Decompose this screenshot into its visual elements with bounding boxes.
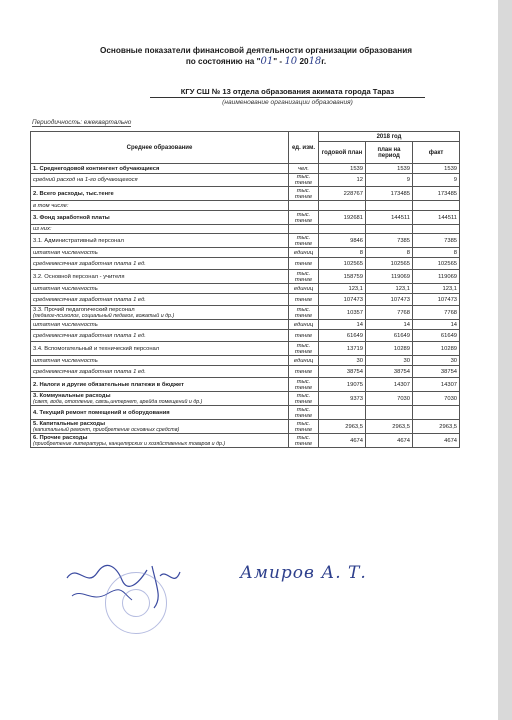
- date-year: 18: [308, 56, 322, 67]
- row-label-cell: [31, 306, 289, 320]
- row-unit: тыс. тенге: [289, 211, 319, 225]
- column-header-annual: годовой план: [319, 142, 366, 164]
- row-annual: 19075: [319, 378, 366, 392]
- report-date-line: [0, 57, 512, 67]
- scan-edge: [498, 0, 512, 720]
- row-unit: тенге: [289, 366, 319, 378]
- row-label: среднемесячная заработная плата 1 ед.: [33, 296, 146, 303]
- row-label: 4. Текущий ремонт помещений и оборудования: [33, 409, 170, 416]
- row-unit: тыс. тенге: [289, 406, 319, 420]
- row-fact: [413, 406, 460, 420]
- row-label-cell: [31, 201, 289, 211]
- row-unit: тыс. тенге: [289, 392, 319, 406]
- row-fact: 9: [413, 174, 460, 187]
- row-sublabel: (педагог-психолог, социальный педагог, вожатый и др.): [33, 312, 175, 319]
- row-fact: 14: [413, 320, 460, 330]
- row-label-cell: [31, 420, 289, 434]
- row-unit: тыс. тенге: [289, 434, 319, 448]
- row-period: [366, 406, 413, 420]
- row-annual: 30: [319, 356, 366, 366]
- row-annual: 9373: [319, 392, 366, 406]
- table-row: [31, 201, 460, 211]
- row-annual: 2963,5: [319, 420, 366, 434]
- row-annual: 61649: [319, 330, 366, 342]
- row-label-cell: [31, 406, 289, 420]
- row-fact: [413, 225, 460, 234]
- row-unit: чел.: [289, 164, 319, 174]
- row-label-cell: [31, 356, 289, 366]
- row-period: 119069: [366, 270, 413, 284]
- row-period: 1539: [366, 164, 413, 174]
- row-period: 7030: [366, 392, 413, 406]
- row-label: из них:: [33, 226, 52, 232]
- row-label: средний расход на 1-го обучающегося: [33, 177, 138, 183]
- row-annual: 192681: [319, 211, 366, 225]
- column-header-year: 2018 год: [319, 132, 460, 142]
- table-row: [31, 187, 460, 201]
- row-unit: тыс. тенге: [289, 342, 319, 356]
- row-sublabel: (капитальный ремонт, приобретение основных средств): [33, 426, 180, 433]
- row-unit: тыс. тенге: [289, 234, 319, 248]
- row-label: 3.1. Административный персонал: [33, 237, 124, 244]
- table-row: [31, 164, 460, 174]
- row-fact: 2963,5: [413, 420, 460, 434]
- table-row: [31, 434, 460, 448]
- row-label: 6. Прочие расходы: [33, 434, 88, 441]
- table-row: [31, 330, 460, 342]
- row-annual: 38754: [319, 366, 366, 378]
- row-label: штатная численность: [33, 249, 98, 256]
- row-label-cell: [31, 234, 289, 248]
- row-period: [366, 225, 413, 234]
- row-fact: 1539: [413, 164, 460, 174]
- row-annual: 123,1: [319, 284, 366, 294]
- row-fact: 7385: [413, 234, 460, 248]
- row-unit: [289, 225, 319, 234]
- row-annual: 107473: [319, 294, 366, 306]
- row-label-cell: [31, 392, 289, 406]
- row-unit: единиц: [289, 284, 319, 294]
- row-unit: тенге: [289, 330, 319, 342]
- row-label-cell: [31, 248, 289, 258]
- row-fact: 7768: [413, 306, 460, 320]
- row-annual: 1539: [319, 164, 366, 174]
- periodicity-label: Периодичность: ежеквартально: [32, 119, 132, 126]
- row-fact: 119069: [413, 270, 460, 284]
- row-sublabel: (приобретение литературы, канцелярских и хозяйственных товаров и др.): [33, 440, 226, 447]
- table-row: [31, 320, 460, 330]
- table-row: [31, 392, 460, 406]
- row-annual: 8: [319, 248, 366, 258]
- row-period: 8: [366, 248, 413, 258]
- row-period: 7768: [366, 306, 413, 320]
- row-unit: тыс. тенге: [289, 174, 319, 187]
- row-fact: 107473: [413, 294, 460, 306]
- row-annual: 10357: [319, 306, 366, 320]
- table-body: [31, 164, 460, 448]
- date-separator: " -: [273, 57, 283, 66]
- row-sublabel: (свет, вода, отопление, связь,интернет, арейда помещений и др.): [33, 398, 203, 405]
- row-unit: тыс. тенге: [289, 306, 319, 320]
- row-unit: тыс. тенге: [289, 187, 319, 201]
- row-period: 14307: [366, 378, 413, 392]
- row-annual: 9846: [319, 234, 366, 248]
- table-row: [31, 174, 460, 187]
- row-fact: 102565: [413, 258, 460, 270]
- table-row: [31, 284, 460, 294]
- row-label: 2. Всего расходы, тыс.тенге: [33, 190, 114, 197]
- row-label: среднемесячная заработная плата 1 ед.: [33, 260, 146, 267]
- row-label-cell: [31, 187, 289, 201]
- official-stamp: [105, 572, 167, 634]
- row-annual: 12: [319, 174, 366, 187]
- table-row: [31, 306, 460, 320]
- row-label: штатная численность: [33, 285, 98, 292]
- row-period: 9: [366, 174, 413, 187]
- row-label-cell: [31, 342, 289, 356]
- column-header-fact: факт: [413, 142, 460, 164]
- table-row: [31, 342, 460, 356]
- row-label-cell: [31, 434, 289, 448]
- table-row: [31, 211, 460, 225]
- date-day: 01: [260, 56, 274, 67]
- row-period: 144511: [366, 211, 413, 225]
- row-annual: 158759: [319, 270, 366, 284]
- row-period: 107473: [366, 294, 413, 306]
- table-row: [31, 225, 460, 234]
- row-fact: 61649: [413, 330, 460, 342]
- row-period: 61649: [366, 330, 413, 342]
- financial-indicators-table: [30, 131, 460, 448]
- row-annual: 13719: [319, 342, 366, 356]
- row-label-cell: [31, 284, 289, 294]
- column-header-name: Среднее образование: [31, 132, 289, 164]
- row-fact: 7030: [413, 392, 460, 406]
- row-label: штатная численность: [33, 321, 98, 328]
- row-period: 30: [366, 356, 413, 366]
- row-label: 3. Коммунальные расходы: [33, 392, 111, 399]
- row-unit: [289, 201, 319, 211]
- row-label-cell: [31, 174, 289, 187]
- row-annual: [319, 406, 366, 420]
- row-annual: 102565: [319, 258, 366, 270]
- table-row: [31, 406, 460, 420]
- organization-caption: (наименование организации образования): [222, 99, 353, 106]
- row-unit: тенге: [289, 258, 319, 270]
- row-fact: 8: [413, 248, 460, 258]
- row-unit: единиц: [289, 248, 319, 258]
- table-row: [31, 248, 460, 258]
- row-period: 173485: [366, 187, 413, 201]
- row-fact: 173485: [413, 187, 460, 201]
- row-label: 3.4. Вспомогательный и технический персонал: [33, 345, 160, 352]
- row-fact: 10289: [413, 342, 460, 356]
- row-period: 38754: [366, 366, 413, 378]
- date-year-prefix: 20: [299, 57, 309, 66]
- row-label-cell: [31, 330, 289, 342]
- row-unit: тыс. тенге: [289, 270, 319, 284]
- column-header-unit: ед. изм.: [289, 132, 319, 164]
- row-label: 2. Налоги и другие обязательные платежи в бюджет: [33, 381, 185, 388]
- row-annual: 4674: [319, 434, 366, 448]
- row-label: среднемесячная заработная плата 1 ед.: [33, 368, 146, 375]
- row-fact: 123,1: [413, 284, 460, 294]
- date-prefix: по состоянию на ": [185, 57, 261, 66]
- table-row: [31, 366, 460, 378]
- row-period: 10289: [366, 342, 413, 356]
- row-annual: 14: [319, 320, 366, 330]
- row-unit: единиц: [289, 320, 319, 330]
- organization-name: КГУ СШ № 13 отдела образования акимата города Тараз: [150, 87, 425, 98]
- row-fact: 38754: [413, 366, 460, 378]
- table-row: [31, 420, 460, 434]
- signatory-name: Амиров А. Т.: [240, 563, 367, 583]
- column-header-period: план на период: [366, 142, 413, 164]
- row-annual: [319, 225, 366, 234]
- row-label-cell: [31, 258, 289, 270]
- row-label: 3. Фонд заработной платы: [33, 214, 110, 221]
- row-unit: тыс. тенге: [289, 420, 319, 434]
- table-row: [31, 294, 460, 306]
- row-unit: единиц: [289, 356, 319, 366]
- row-label-cell: [31, 270, 289, 284]
- date-month: 10: [284, 56, 298, 67]
- row-period: 4674: [366, 434, 413, 448]
- table-row: [31, 378, 460, 392]
- row-label: 3.2. Основной персонал - учителя: [33, 273, 125, 280]
- row-label: штатная численность: [33, 357, 98, 364]
- row-annual: [319, 201, 366, 211]
- row-fact: 4674: [413, 434, 460, 448]
- document-title: Основные показатели финансовой деятельности организации образования: [99, 46, 413, 55]
- row-label: среднемесячная заработная плата 1 ед.: [33, 332, 146, 339]
- row-label: в том числе:: [33, 202, 69, 209]
- row-annual: 228767: [319, 187, 366, 201]
- table-row: [31, 234, 460, 248]
- row-period: [366, 201, 413, 211]
- row-label: 5. Капитальные расходы: [33, 420, 106, 427]
- row-label-cell: [31, 164, 289, 174]
- row-fact: [413, 201, 460, 211]
- table-row: [31, 270, 460, 284]
- row-label-cell: [31, 378, 289, 392]
- row-period: 7385: [366, 234, 413, 248]
- row-label-cell: [31, 294, 289, 306]
- row-period: 123,1: [366, 284, 413, 294]
- row-fact: 30: [413, 356, 460, 366]
- row-label-cell: [31, 366, 289, 378]
- row-unit: тыс. тенге: [289, 378, 319, 392]
- row-label: 3.3. Прочий педагогический персонал: [33, 306, 135, 313]
- row-label-cell: [31, 320, 289, 330]
- row-label: 1. Среднегодовой контингент обучающиеся: [33, 165, 160, 172]
- row-period: 2963,5: [366, 420, 413, 434]
- row-period: 14: [366, 320, 413, 330]
- date-suffix: г.: [321, 57, 327, 66]
- row-label-cell: [31, 225, 289, 234]
- row-unit: тенге: [289, 294, 319, 306]
- row-label-cell: [31, 211, 289, 225]
- row-period: 102565: [366, 258, 413, 270]
- table-row: [31, 356, 460, 366]
- row-fact: 144511: [413, 211, 460, 225]
- row-fact: 14307: [413, 378, 460, 392]
- table-row: [31, 258, 460, 270]
